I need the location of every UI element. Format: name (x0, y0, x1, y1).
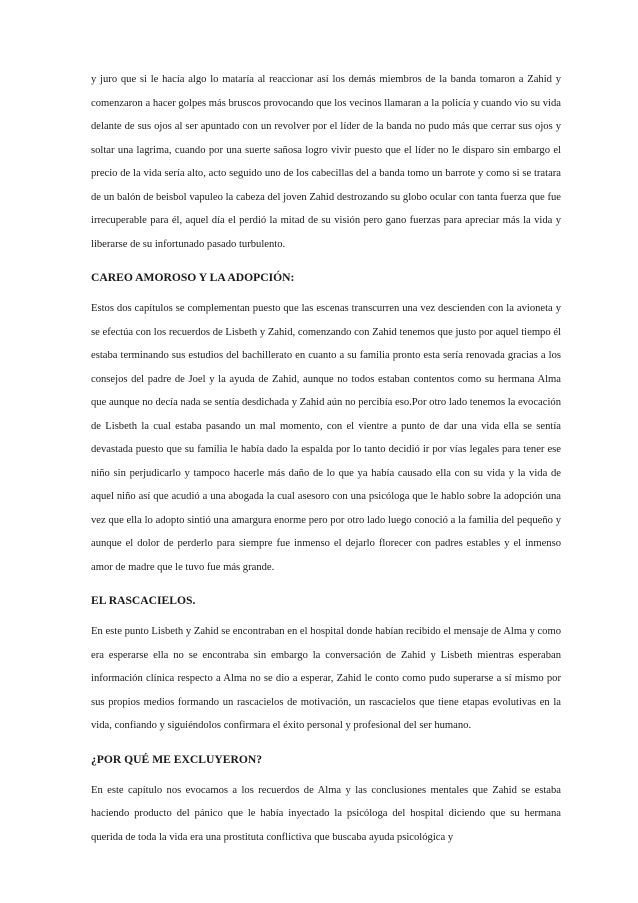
paragraph-zahid-attack: y juro que si le hacía algo lo mataría al reaccionar así los demás miembros de la banda tomaron a Zahid y comenzaron a hacer golpes más bruscos provocando que los vecinos llamaran a la policía y cuando vio su vida delante de sus ojos al ser apuntado con un revolver por el líder de la banda no pudo más que cerrar sus ojos y soltar una lagrima, cuando por una suerte sañosa logro vivir puesto que el líder no le disparo sin embargo el precio de la vida sería alto, acto seguido uno de los cabecillas del a banda tomo un barrote y como si se tratara de un balón de beisbol vapuleo la cabeza del joven Zahid destrozando su globo ocular con tanta fuerza que fue irrecuperable para él, aquel día el perdió la mitad de su visión pero gano fuerzas para apreciar más la vida y liberarse de su infortunado pasado turbulento. (91, 74, 561, 250)
document-body (91, 68, 561, 849)
paragraph-por-que-me-excluyeron: En este capítulo nos evocamos a los recuerdos de Alma y las conclusiones mentales que Zahid se estaba haciendo producto del pánico que le había inyectado la psicóloga del hospital diciendo que su hermana querida de toda la vida era una prostituta conflictiva que buscaba ayuda psicológica y (91, 784, 561, 843)
paragraph-careo-amoroso: Estos dos capítulos se complementan puesto que las escenas transcurren una vez descienden con la avioneta y se efectúa con los recuerdos de Lisbeth y Zahid, comenzando con Zahid tenemos que justo por aquel tiempo él estaba terminando sus estudios del bachillerato en cuanto a su familia pronto esta sería renovada gracias a los consejos del padre de Joel y la ayuda de Zahid, aunque no todos estaban contentos como su hermana Alma que aunque no decía nada se sentía desdichada y Zahid aún no percibía eso.Por otro lado tenemos la evocación de Lisbeth la cual estaba pasando un mal momento, con el vientre a punto de dar una vida ella se sentía devastada puesto que su familia le había dado la espalda por lo tanto decidió ir por vías legales para tener ese niño sin perjudicarlo y tampoco hacerle más daño de lo que ya había causado ella con su vida y la vida de aquel niño así que acudió a una abogada la cual asesoro con una psicóloga que le hablo sobre la adopción una vez que ella lo adopto sintió una amargura enorme pero por otro lado luego conoció a la familia del pequeño y aunque el dolor de perderlo para siempre fue inmenso el dejarlo florecer con padres estables y el inmenso amor de madre que le tuvo fue más grande. (91, 303, 561, 573)
section-heading-careo-amoroso: CAREO AMOROSO Y LA ADOPCIÓN: (91, 271, 295, 284)
paragraph-rascacielos: En este punto Lisbeth y Zahid se encontraban en el hospital donde habían recibido el mensaje de Alma y como era esperarse ella no se encontraba sin embargo la conversación de Zahid y Lisbeth mientras esperaban información clínica respecto a Alma no se dio a esperar, Zahid le conto como pudo superarse a sí mismo por sus propios medios formando un rascacielos de motivación, un rascacielos que tiene etapas evolutivas en la vida, confiando y siguiéndolos confirmara el éxito personal y profesional del ser humano. (91, 626, 561, 731)
section-heading-rascacielos: EL RASCACIELOS. (91, 594, 196, 607)
section-heading-por-que-me-excluyeron: ¿POR QUÉ ME EXCLUYERON? (91, 752, 263, 766)
